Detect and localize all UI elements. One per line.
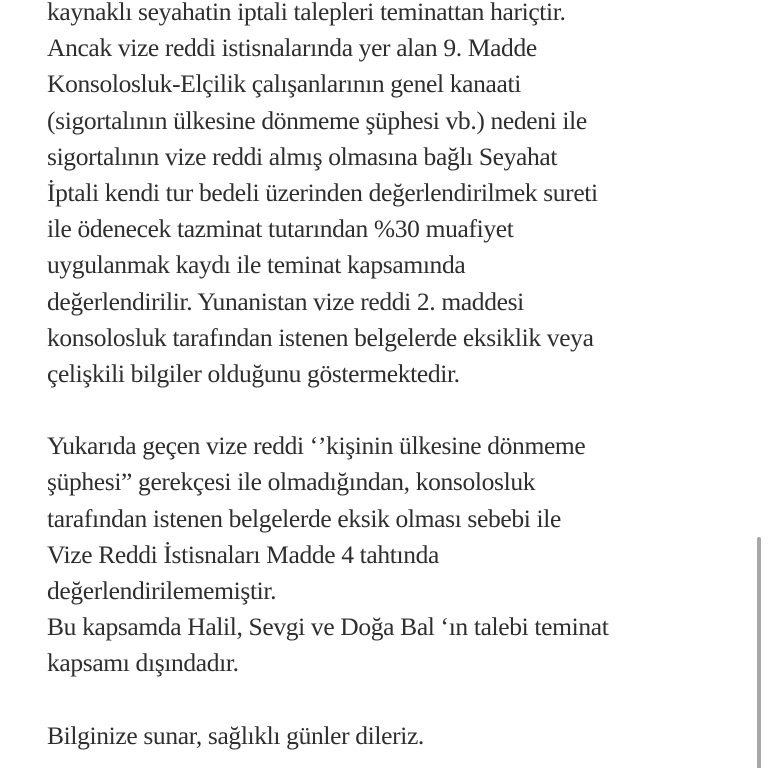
text-line: değerlendirilememiştir.	[47, 576, 277, 605]
text-line: kapsamı dışındadır.	[47, 648, 239, 678]
text-line: çelişkili bilgiler olduğunu göstermektedir.	[47, 358, 460, 388]
text-line: Bu kapsamda Halil, Sevgi ve Doğa Bal ‘ın talebi teminat	[47, 612, 609, 642]
text-line: Yukarıda geçen vize reddi ‘’kişinin ülkesine dönmeme	[47, 431, 586, 461]
text-line: tarafından istenen belgelerde eksik olması sebebi ile	[47, 503, 561, 533]
text-line: ile ödenecek tazminat tutarından %30 muafiyet	[47, 214, 514, 244]
text-line: kaynaklı seyahatin iptali talepleri teminattan hariçtir.	[47, 0, 566, 26]
closing-line: Bilginize sunar, sağlıklı günler dileriz.	[47, 720, 424, 750]
text-line: uygulanmak kaydı ile teminat kapsamında	[47, 250, 466, 280]
document-body	[47, 0, 747, 754]
text-line: şüphesi” gerekçesi ile olmadığından, konsolosluk	[47, 467, 536, 497]
text-line: sigortalının vize reddi almış olmasına bağlı Seyahat	[47, 141, 558, 171]
text-line: Ancak vize reddi istisnalarında yer alan 9. Madde	[47, 33, 537, 63]
text-line: (sigortalının ülkesine dönmeme şüphesi vb.) nedeni ile	[47, 105, 587, 135]
text-line: İptali kendi tur bedeli üzerinden değerlendirilmek sureti	[47, 177, 598, 207]
text-line: Vize Reddi İstisnaları Madde 4 tahtında	[47, 539, 439, 569]
paragraph-decision	[47, 428, 747, 681]
text-line: Konsolosluk-Elçilik çalışanlarının genel kanaati	[47, 69, 521, 99]
paragraph-spacer	[47, 682, 747, 718]
paragraph-closing	[47, 718, 747, 754]
vertical-scrollbar[interactable]	[757, 537, 761, 768]
text-line: konsolosluk tarafından istenen belgelerde eksiklik veya	[47, 322, 594, 352]
text-line: değerlendirilir. Yunanistan vize reddi 2. maddesi	[47, 286, 524, 316]
paragraph-spacer	[47, 392, 747, 428]
paragraph-policy-exclusion	[47, 0, 747, 392]
